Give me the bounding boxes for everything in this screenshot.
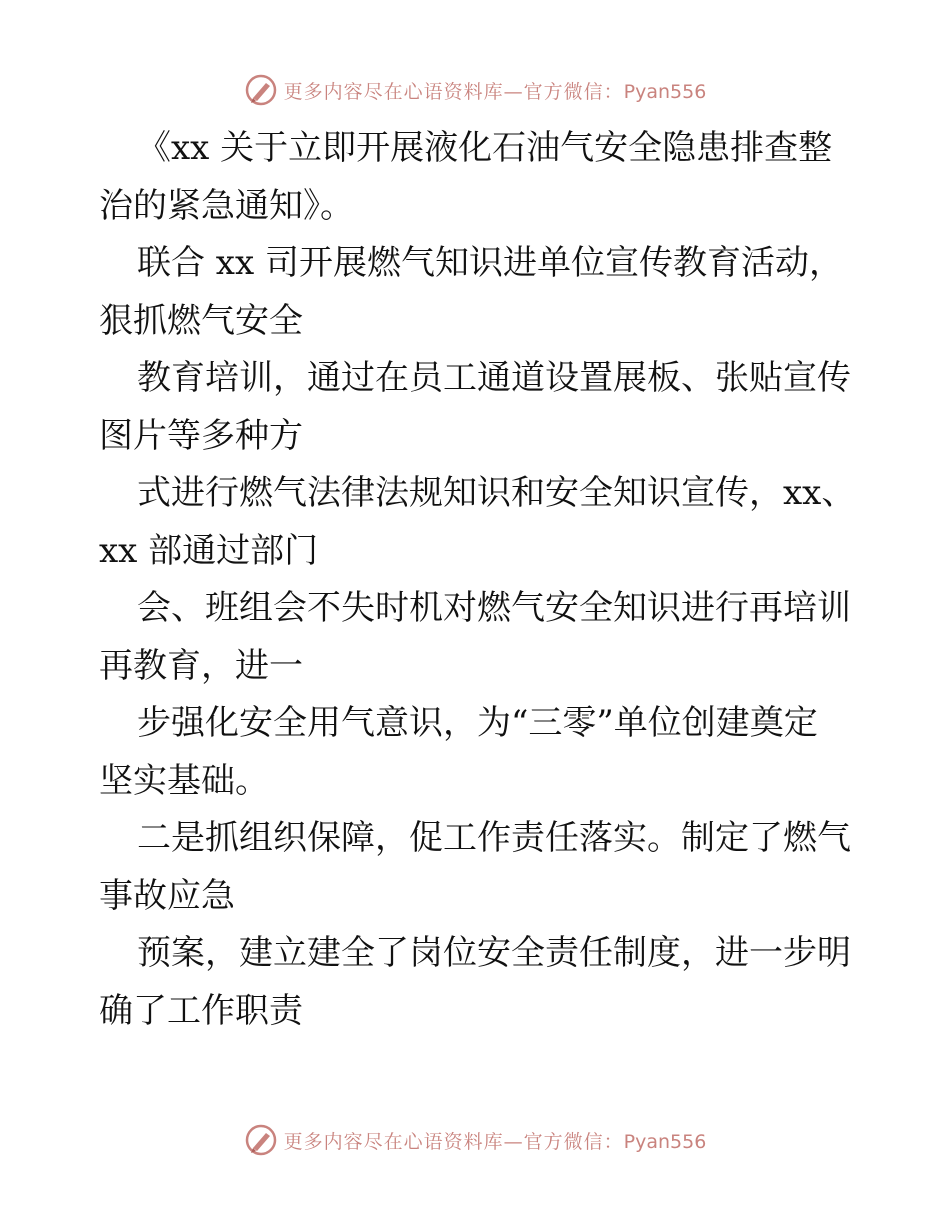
pen-logo-icon bbox=[244, 1123, 278, 1157]
watermark-brand: 更多内容尽在心语资料库—官方微信： bbox=[283, 80, 624, 103]
text-line: 教育培训，通过在员工通道设置展板、张贴宣传 bbox=[137, 358, 851, 398]
text-line: 治的紧急通知》。 bbox=[99, 185, 354, 226]
watermark-wechat-id: Pyan556 bbox=[623, 1130, 707, 1153]
watermark-wechat-id: Pyan556 bbox=[623, 80, 707, 103]
footer-watermark bbox=[0, 1120, 950, 1160]
text-line: 联合 xx 司开展燃气知识进单位宣传教育活动， bbox=[137, 243, 843, 283]
text-line: xx 部通过部门 bbox=[99, 530, 319, 571]
pen-logo-icon bbox=[244, 73, 278, 107]
text-line: 图片等多种方 bbox=[99, 415, 303, 456]
text-line: 再教育，进一 bbox=[99, 645, 303, 686]
text-line: 坚实基础。 bbox=[99, 760, 269, 801]
text-line: 确了工作职责 bbox=[99, 990, 303, 1031]
text-line: 《xx 关于立即开展液化石油气安全隐患排查整 bbox=[137, 128, 833, 168]
watermark-text bbox=[284, 1127, 707, 1154]
text-line: 会、班组会不失时机对燃气安全知识进行再培训 bbox=[137, 588, 851, 628]
header-watermark bbox=[0, 70, 950, 110]
text-line: 狠抓燃气安全 bbox=[99, 300, 303, 341]
text-line: 二是抓组织保障，促工作责任落实。制定了燃气 bbox=[137, 818, 851, 858]
text-line: 式进行燃气法律法规知识和安全知识宣传，xx、 bbox=[137, 473, 856, 513]
text-line: 事故应急 bbox=[99, 875, 235, 916]
watermark-brand: 更多内容尽在心语资料库—官方微信： bbox=[283, 1130, 624, 1153]
watermark-text bbox=[284, 77, 707, 104]
text-line: 步强化安全用气意识，为“三零”单位创建奠定 bbox=[137, 703, 818, 743]
text-line: 预案，建立建全了岗位安全责任制度，进一步明 bbox=[137, 933, 851, 973]
document-body bbox=[99, 120, 859, 1040]
